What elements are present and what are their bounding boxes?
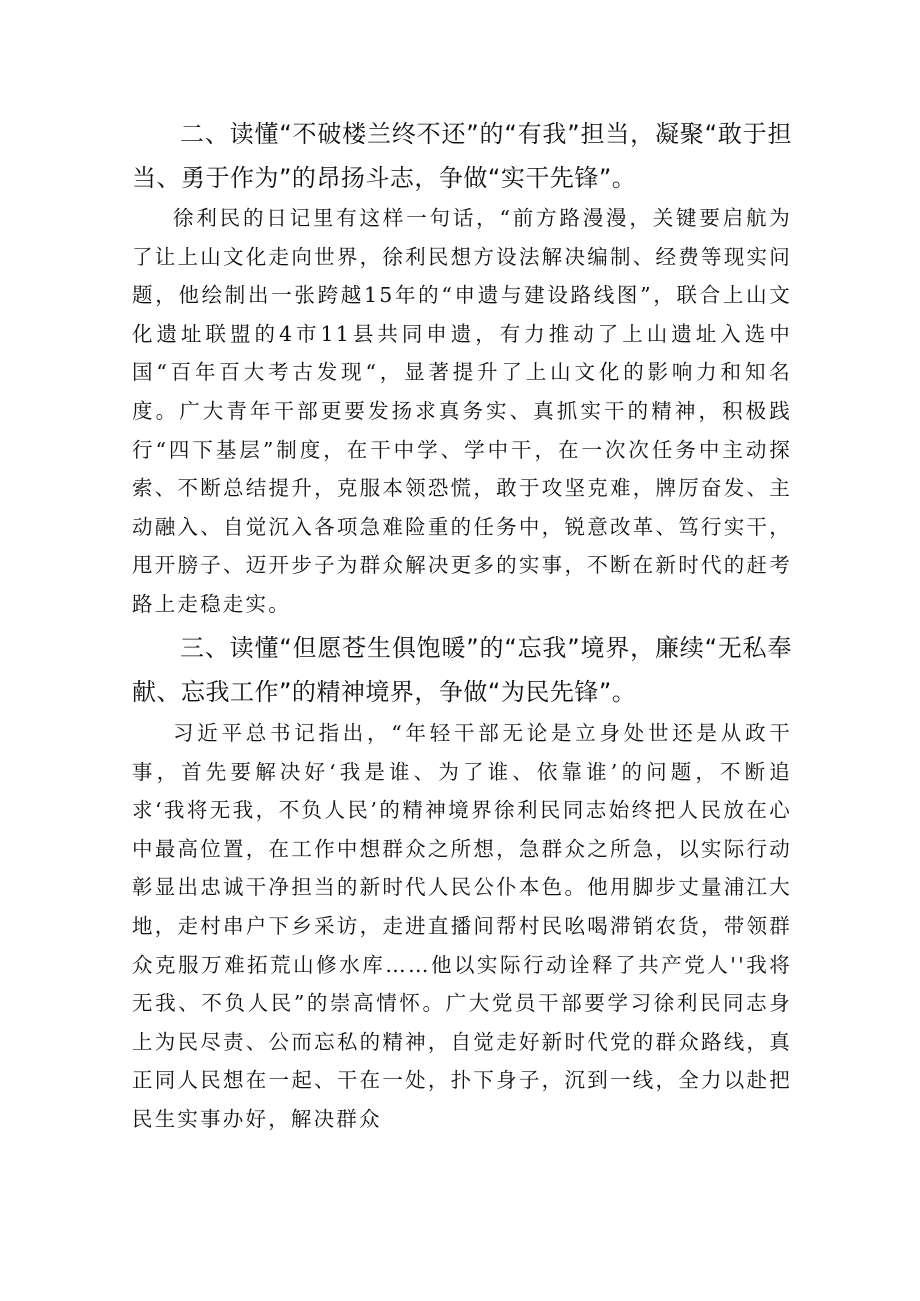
- section-body-3: 习近平总书记指出，“年轻干部无论是立身处世还是从政干事，首先要解决好‘我是谁、为了谁、依靠谁’的问题，不断追求‘我将无我，不负人民’的精神境界徐利民同志始终把人民放在心中最高位置，在工作中想群众之所想，急群众之所急，以实际行动彰显出忠诚干净担当的新时代人民公仆本色。他用脚步丈量浦江大地，走村串户下乡采访，走进直播间帮村民吆喝滞销农货，带领群众克服万难拓荒山修水库……他以实际行动诠释了共产党人''我将无我、不负人民”的崇高情怀。广大党员干部要学习徐利民同志身上为民尽责、公而忘私的精神，自觉走好新时代党的群众路线，真正同人民想在一起、干在一处，扑下身子，沉到一线，全力以赴把民生实事办好，解决群众: [132, 721, 792, 1131]
- section-heading-2: 二、读懂“不破楼兰终不还”的“有我”担当，凝聚“敢于担当、勇于作为”的昂扬斗志，争做“实干先锋”。: [132, 120, 792, 192]
- section-body-2: 徐利民的日记里有这样一句话，“前方路漫漫，关键要启航为了让上山文化走向世界，徐利民想方设法解决编制、经费等现实问题，他绘制出一张跨越15年的“申遗与建设路线图”，联合上山文化遗址联盟的4市11县共同申遗，有力推动了上山遗址入选中国“百年百大考古发现“，显著提升了上山文化的影响力和知名度。广大青年干部更要发扬求真务实、真抓实干的精神，积极践行“四下基层”制度，在干中学、学中干，在一次次任务中主动探索、不断总结提升，克服本领恐慌，敢于攻坚克难，牌厉奋发、主动融入、自觉沉入各项急难险重的任务中，锐意改革、笃行实干，甩开膀子、迈开步子为群众解决更多的实事，不断在新时代的赶考路上走稳走实。: [132, 206, 792, 616]
- section-heading-3: 三、读懂“但愿苍生俱饱暖”的“忘我”境界，廉续“无私奉献、忘我工作”的精神境界，争做“为民先锋”。: [132, 634, 792, 706]
